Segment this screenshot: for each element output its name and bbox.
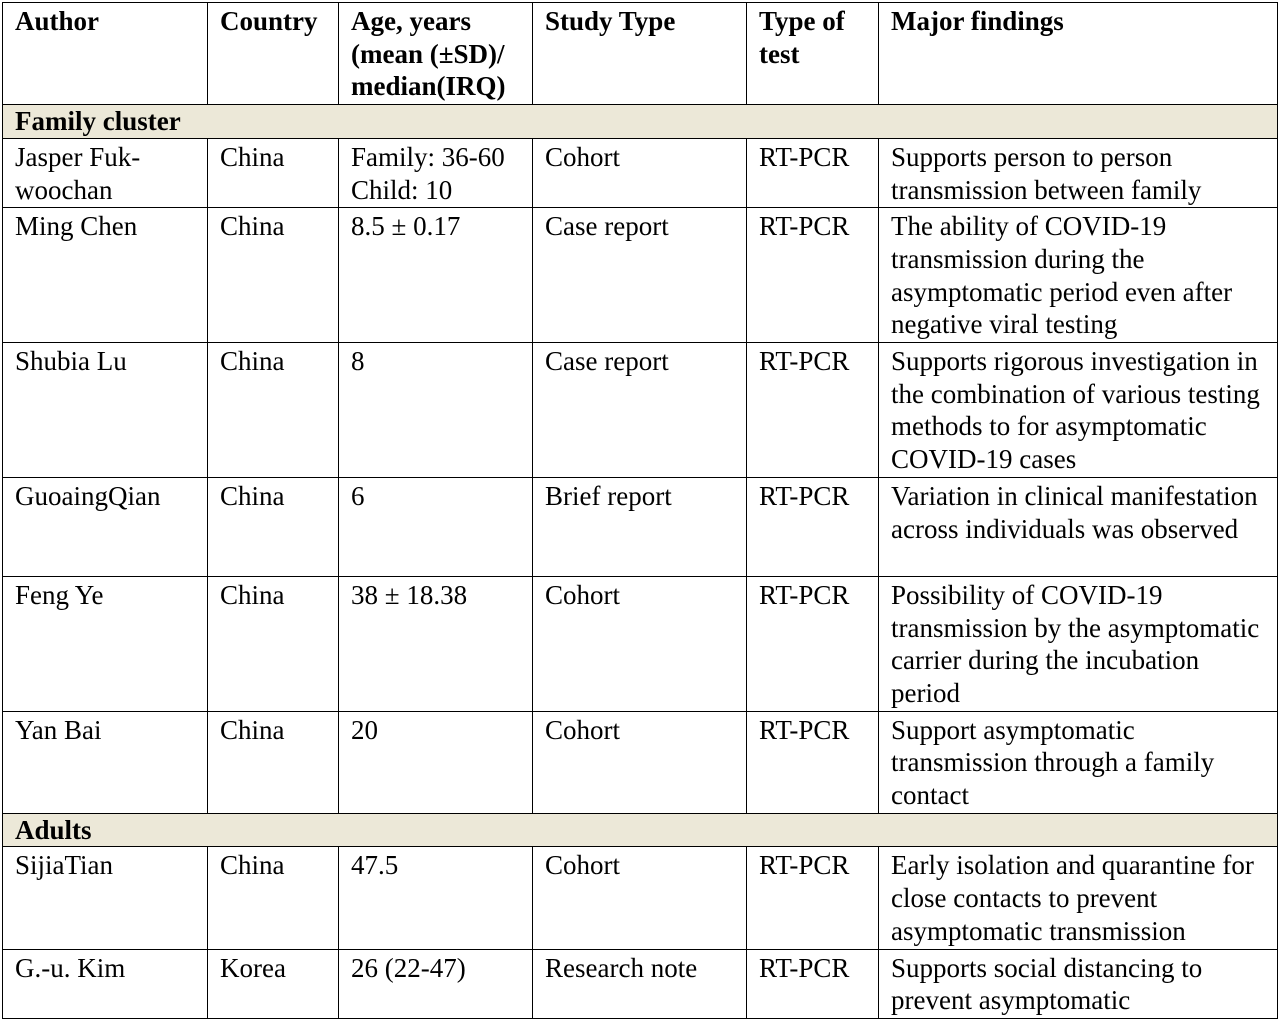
cell-country: Korea	[208, 949, 339, 1018]
studies-table	[2, 2, 1278, 1019]
cell-age: Family: 36-60 Child: 10	[339, 138, 533, 207]
cell-author: Yan Bai	[3, 711, 208, 813]
header-country: Country	[208, 3, 339, 105]
cell-findings: The ability of COVID-19 transmission during the asymptomatic period even after negative viral testing	[879, 208, 1278, 343]
cell-study-type: Cohort	[533, 847, 747, 949]
cell-author: G.-u. Kim	[3, 949, 208, 1018]
cell-age: 8	[339, 343, 533, 478]
cell-study-type: Cohort	[533, 711, 747, 813]
cell-age: 6	[339, 477, 533, 576]
table-row	[3, 949, 1278, 1018]
cell-study-type: Cohort	[533, 576, 747, 711]
cell-author: Shubia Lu	[3, 343, 208, 478]
cell-findings: Supports social distancing to prevent asymptomatic	[879, 949, 1278, 1018]
table-row	[3, 138, 1278, 207]
cell-author: GuoaingQian	[3, 477, 208, 576]
section-row-family-cluster	[3, 105, 1278, 139]
table-row	[3, 576, 1278, 711]
header-type-of-test: Type of test	[747, 3, 879, 105]
cell-country: China	[208, 711, 339, 813]
cell-test-type: RT-PCR	[747, 711, 879, 813]
header-age: Age, years (mean (±SD)/ median(IRQ)	[339, 3, 533, 105]
table-row	[3, 208, 1278, 343]
header-major-findings: Major findings	[879, 3, 1278, 105]
cell-author: Jasper Fuk- woochan	[3, 138, 208, 207]
cell-findings: Supports rigorous investigation in the combination of various testing methods to for asymptomatic COVID-19 cases	[879, 343, 1278, 478]
cell-country: China	[208, 138, 339, 207]
cell-test-type: RT-PCR	[747, 138, 879, 207]
cell-author: Ming Chen	[3, 208, 208, 343]
cell-test-type: RT-PCR	[747, 208, 879, 343]
table-row	[3, 477, 1278, 576]
cell-findings: Support asymptomatic transmission through a family contact	[879, 711, 1278, 813]
cell-age: 47.5	[339, 847, 533, 949]
cell-study-type: Cohort	[533, 138, 747, 207]
header-author: Author	[3, 3, 208, 105]
table-row	[3, 847, 1278, 949]
header-row	[3, 3, 1278, 105]
cell-age: 20	[339, 711, 533, 813]
cell-findings: Early isolation and quarantine for close contacts to prevent asymptomatic transmission	[879, 847, 1278, 949]
cell-age: 38 ± 18.38	[339, 576, 533, 711]
section-row-adults	[3, 813, 1278, 847]
cell-test-type: RT-PCR	[747, 949, 879, 1018]
cell-age: 26 (22-47)	[339, 949, 533, 1018]
cell-author: SijiaTian	[3, 847, 208, 949]
table-row	[3, 343, 1278, 478]
cell-country: China	[208, 343, 339, 478]
cell-test-type: RT-PCR	[747, 847, 879, 949]
cell-study-type: Case report	[533, 208, 747, 343]
section-title: Adults	[3, 813, 1278, 847]
cell-country: China	[208, 477, 339, 576]
cell-test-type: RT-PCR	[747, 477, 879, 576]
cell-study-type: Research note	[533, 949, 747, 1018]
cell-test-type: RT-PCR	[747, 343, 879, 478]
cell-findings: Possibility of COVID-19 transmission by the asymptomatic carrier during the incubation period	[879, 576, 1278, 711]
cell-age: 8.5 ± 0.17	[339, 208, 533, 343]
header-study-type: Study Type	[533, 3, 747, 105]
cell-test-type: RT-PCR	[747, 576, 879, 711]
cell-country: China	[208, 576, 339, 711]
cell-country: China	[208, 208, 339, 343]
cell-study-type: Case report	[533, 343, 747, 478]
cell-findings: Variation in clinical manifestation across individuals was observed	[879, 477, 1278, 576]
cell-author: Feng Ye	[3, 576, 208, 711]
cell-findings: Supports person to person transmission between family	[879, 138, 1278, 207]
table-row	[3, 711, 1278, 813]
section-title: Family cluster	[3, 105, 1278, 139]
cell-country: China	[208, 847, 339, 949]
cell-study-type: Brief report	[533, 477, 747, 576]
